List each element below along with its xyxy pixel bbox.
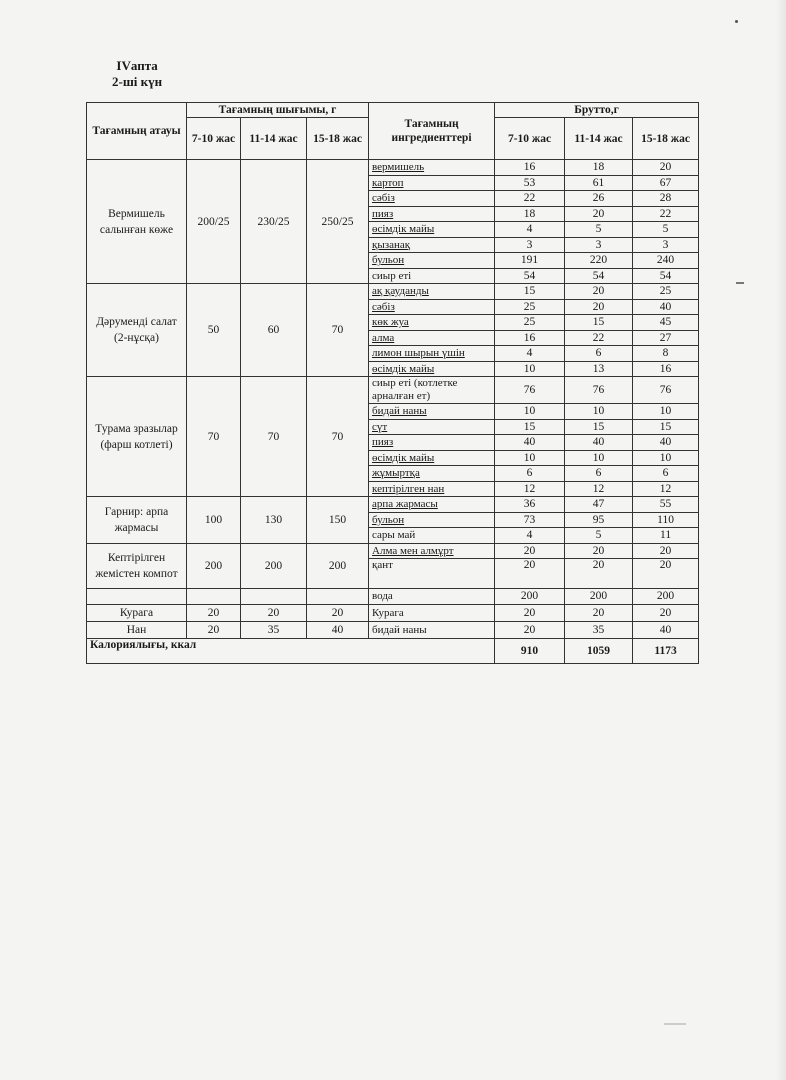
day-label: 2-ші күн: [112, 74, 163, 89]
yield-value: 20: [241, 604, 307, 621]
ingredient-name: пияз: [369, 206, 495, 222]
scan-mark: [664, 1023, 686, 1025]
gross-value: 20: [565, 604, 633, 621]
dish-name: Турама зразылар (фарш котлеті): [87, 377, 187, 497]
dish-name: Кептірілген жемістен компот: [87, 543, 187, 589]
gross-value: 5: [565, 222, 633, 238]
gross-value: 25: [633, 284, 699, 300]
gross-value: 22: [565, 330, 633, 346]
gross-value: 20: [633, 160, 699, 176]
yield-value: 200: [307, 543, 369, 589]
ingredient-name: бидай наны: [369, 621, 495, 638]
yield-value: 100: [187, 497, 241, 544]
menu-table: [86, 102, 699, 664]
calories-value: 1059: [565, 638, 633, 663]
gross-value: 6: [565, 346, 633, 362]
gross-group-header: Брутто,г: [495, 103, 699, 118]
table-row: [87, 621, 699, 638]
gross-value: 10: [495, 450, 565, 466]
dish-name-header: Тағамның атауы: [87, 103, 187, 160]
ingredient-name: сары май: [369, 528, 495, 544]
gross-value: 22: [495, 191, 565, 207]
calories-value: 1173: [633, 638, 699, 663]
ingredient-name: бульон: [369, 512, 495, 528]
ingredient-name: пияз: [369, 435, 495, 451]
gross-value: 76: [495, 377, 565, 404]
gross-value: 28: [633, 191, 699, 207]
gross-value: 15: [495, 284, 565, 300]
yield-value: 230/25: [241, 160, 307, 284]
gross-value: 20: [565, 559, 633, 589]
ingredient-name: лимон шырын үшін: [369, 346, 495, 362]
ingredients-header: Тағамның ингредиенттері: [369, 103, 495, 160]
dish-name: Нан: [87, 621, 187, 638]
ingredient-name: вода: [369, 589, 495, 605]
ingredient-name: Алма мен алмұрт: [369, 543, 495, 559]
yield-value: 40: [307, 621, 369, 638]
yield-value: 250/25: [307, 160, 369, 284]
table-row: [87, 543, 699, 559]
gross-value: 6: [495, 466, 565, 482]
ingredient-name: көк жуа: [369, 315, 495, 331]
ingredient-name: қызанақ: [369, 237, 495, 253]
gross-value: 4: [495, 222, 565, 238]
ingredient-name: қант: [369, 559, 495, 589]
yield-value: 150: [307, 497, 369, 544]
header-row-1: [87, 103, 699, 118]
ingredient-name: өсімдік майы: [369, 450, 495, 466]
gross-value: 110: [633, 512, 699, 528]
gross-value: 10: [565, 450, 633, 466]
yield-age-header: 15-18 жас: [307, 118, 369, 160]
empty-cell: [87, 589, 187, 605]
ingredient-name: сиыр еті: [369, 268, 495, 284]
scan-speck: [735, 20, 738, 23]
yield-value: 20: [307, 604, 369, 621]
gross-value: 35: [565, 621, 633, 638]
gross-value: 5: [633, 222, 699, 238]
scan-mark: [736, 282, 744, 284]
gross-value: 20: [495, 543, 565, 559]
page-edge-shadow: [776, 0, 786, 1080]
gross-value: 200: [565, 589, 633, 605]
yield-value: 20: [187, 604, 241, 621]
gross-value: 4: [495, 528, 565, 544]
gross-value: 45: [633, 315, 699, 331]
gross-value: 10: [633, 450, 699, 466]
gross-value: 20: [565, 299, 633, 315]
gross-value: 18: [495, 206, 565, 222]
gross-value: 61: [565, 175, 633, 191]
yield-value: 70: [307, 284, 369, 377]
gross-value: 12: [633, 481, 699, 497]
gross-value: 25: [495, 299, 565, 315]
gross-value: 27: [633, 330, 699, 346]
gross-value: 20: [495, 559, 565, 589]
gross-value: 3: [495, 237, 565, 253]
empty-cell: [187, 589, 241, 605]
gross-age-header: 11-14 жас: [565, 118, 633, 160]
gross-value: 73: [495, 512, 565, 528]
gross-value: 47: [565, 497, 633, 513]
gross-value: 20: [565, 543, 633, 559]
ingredient-name: ақ қауданды: [369, 284, 495, 300]
gross-value: 95: [565, 512, 633, 528]
gross-value: 191: [495, 253, 565, 269]
gross-value: 200: [633, 589, 699, 605]
yield-value: 200: [187, 543, 241, 589]
gross-value: 20: [495, 621, 565, 638]
gross-value: 20: [565, 206, 633, 222]
ingredient-name: сәбіз: [369, 299, 495, 315]
gross-value: 8: [633, 346, 699, 362]
gross-value: 40: [633, 299, 699, 315]
ingredient-name: кептірілген нан: [369, 481, 495, 497]
gross-value: 54: [565, 268, 633, 284]
gross-value: 13: [565, 361, 633, 377]
gross-value: 40: [633, 435, 699, 451]
calories-label: Калориялығы, ккал: [87, 638, 495, 663]
yield-value: 50: [187, 284, 241, 377]
ingredient-name: арпа жармасы: [369, 497, 495, 513]
ingredient-name: сиыр еті (котлетке арналған ет): [369, 377, 495, 404]
gross-value: 53: [495, 175, 565, 191]
page-heading: [112, 58, 162, 90]
gross-value: 10: [495, 361, 565, 377]
gross-value: 12: [565, 481, 633, 497]
gross-value: 240: [633, 253, 699, 269]
table-row: [87, 497, 699, 513]
gross-value: 5: [565, 528, 633, 544]
gross-value: 40: [495, 435, 565, 451]
yield-value: 35: [241, 621, 307, 638]
gross-value: 10: [633, 404, 699, 420]
yield-value: 70: [307, 377, 369, 497]
yield-value: 70: [241, 377, 307, 497]
table-row: [87, 604, 699, 621]
ingredient-name: жұмыртқа: [369, 466, 495, 482]
gross-age-header: 7-10 жас: [495, 118, 565, 160]
table-row: [87, 160, 699, 176]
yield-value: 60: [241, 284, 307, 377]
gross-value: 20: [565, 284, 633, 300]
yield-value: 70: [187, 377, 241, 497]
gross-value: 10: [495, 404, 565, 420]
gross-value: 76: [633, 377, 699, 404]
ingredient-name: вермишель: [369, 160, 495, 176]
dish-name: Курага: [87, 604, 187, 621]
gross-value: 16: [495, 330, 565, 346]
yield-value: 20: [187, 621, 241, 638]
gross-value: 6: [633, 466, 699, 482]
ingredient-name: сәбіз: [369, 191, 495, 207]
yield-value: 130: [241, 497, 307, 544]
gross-value: 20: [495, 604, 565, 621]
gross-value: 67: [633, 175, 699, 191]
gross-value: 6: [565, 466, 633, 482]
gross-value: 3: [633, 237, 699, 253]
dish-name: Вермишель салынған көже: [87, 160, 187, 284]
gross-value: 15: [565, 315, 633, 331]
gross-value: 22: [633, 206, 699, 222]
ingredient-name: бульон: [369, 253, 495, 269]
ingredient-name: сүт: [369, 419, 495, 435]
gross-value: 55: [633, 497, 699, 513]
gross-value: 40: [633, 621, 699, 638]
ingredient-name: бидай наны: [369, 404, 495, 420]
week-label: IVапта: [116, 58, 158, 73]
gross-value: 200: [495, 589, 565, 605]
gross-value: 18: [565, 160, 633, 176]
ingredient-name: картоп: [369, 175, 495, 191]
gross-value: 36: [495, 497, 565, 513]
gross-value: 54: [633, 268, 699, 284]
gross-value: 220: [565, 253, 633, 269]
table-row: [87, 589, 699, 605]
ingredient-name: өсімдік майы: [369, 222, 495, 238]
gross-value: 54: [495, 268, 565, 284]
gross-value: 20: [633, 543, 699, 559]
yield-value: 200/25: [187, 160, 241, 284]
gross-value: 20: [633, 559, 699, 589]
gross-value: 15: [633, 419, 699, 435]
gross-value: 16: [633, 361, 699, 377]
gross-value: 16: [495, 160, 565, 176]
yield-group-header: Тағамның шығымы, г: [187, 103, 369, 118]
gross-value: 15: [495, 419, 565, 435]
gross-age-header: 15-18 жас: [633, 118, 699, 160]
gross-value: 40: [565, 435, 633, 451]
gross-value: 11: [633, 528, 699, 544]
total-row: [87, 638, 699, 663]
ingredient-name: өсімдік майы: [369, 361, 495, 377]
yield-age-header: 11-14 жас: [241, 118, 307, 160]
gross-value: 20: [633, 604, 699, 621]
gross-value: 25: [495, 315, 565, 331]
gross-value: 12: [495, 481, 565, 497]
gross-value: 26: [565, 191, 633, 207]
gross-value: 3: [565, 237, 633, 253]
ingredient-name: Курага: [369, 604, 495, 621]
yield-age-header: 7-10 жас: [187, 118, 241, 160]
gross-value: 76: [565, 377, 633, 404]
dish-name: Гарнир: арпа жармасы: [87, 497, 187, 544]
dish-name: Дәруменді салат (2-нұсқа): [87, 284, 187, 377]
table-row: [87, 377, 699, 404]
yield-value: 200: [241, 543, 307, 589]
empty-cell: [307, 589, 369, 605]
gross-value: 4: [495, 346, 565, 362]
gross-value: 10: [565, 404, 633, 420]
table-row: [87, 284, 699, 300]
empty-cell: [241, 589, 307, 605]
ingredient-name: алма: [369, 330, 495, 346]
gross-value: 15: [565, 419, 633, 435]
calories-value: 910: [495, 638, 565, 663]
